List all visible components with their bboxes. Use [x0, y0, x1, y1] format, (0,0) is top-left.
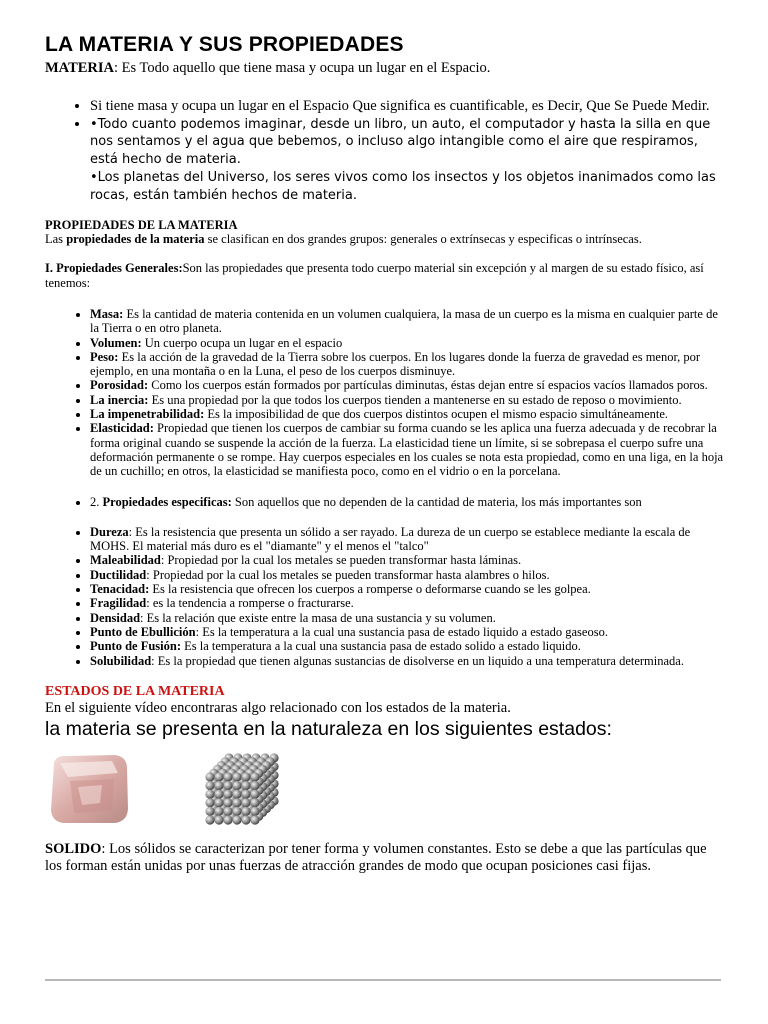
materia-definition-text: : Es Todo aquello que tiene masa y ocupa un lugar en el Espacio.: [114, 60, 491, 76]
list-item: [90, 525, 725, 554]
solido-text: : Los sólidos se caracterizan por tener forma y volumen constantes. Esto se debe a que las partículas que los forman están unidas por unas fuerzas de atracción grandes de modo que ocupan posiciones casi fijas.: [45, 840, 707, 875]
list-item: [90, 582, 725, 596]
particle-sphere: [214, 815, 223, 824]
particle-sphere: [250, 798, 259, 807]
video-text: En el siguiente vídeo encontraras algo relacionado con los estados de la materia.: [45, 699, 511, 716]
item-term: Porosidad:: [90, 378, 149, 393]
particle-sphere: [241, 798, 250, 807]
particle-sphere: [250, 815, 259, 824]
especificas-intro-list: [45, 495, 725, 509]
particle-sphere: [223, 781, 232, 790]
particle-sphere: [232, 798, 241, 807]
item-term: Elasticidad:: [90, 421, 154, 436]
particle-sphere: [241, 807, 250, 816]
item-term: Peso:: [90, 349, 119, 364]
item-desc: Es la imposibilidad de que dos cuerpos distintos ocupen el mismo espacio simultáneamente.: [204, 407, 669, 422]
document-page: [45, 30, 725, 876]
particle-sphere: [241, 772, 250, 781]
item-desc: : Propiedad por la cual los metales se pueden transformar hasta alambres o hilos.: [146, 567, 550, 582]
item-desc: Es una propiedad por la que todos los cuerpos tienden a mantenerse en su estado de reposo o movimiento.: [148, 392, 682, 407]
particle-sphere: [205, 798, 214, 807]
particle-sphere: [223, 807, 232, 816]
generales-label: I. Propiedades Generales:: [45, 261, 183, 275]
particle-sphere: [223, 815, 232, 824]
particle-sphere: [241, 815, 250, 824]
especificas-text: Son aquellos que no dependen de la cantidad de materia, los más importantes son: [231, 494, 642, 509]
particle-sphere: [223, 789, 232, 798]
particle-sphere: [250, 807, 259, 816]
item-desc: Como los cuerpos están formados por partículas diminutas, éstas dejan entre sí espacios vacíos llamados poros.: [148, 378, 708, 393]
particle-sphere: [214, 798, 223, 807]
list-item: [90, 639, 725, 653]
particle-sphere: [214, 789, 223, 798]
particle-sphere: [205, 772, 214, 781]
page-title: LA MATERIA Y SUS PROPIEDADES: [45, 33, 404, 56]
item-desc: : Es la resistencia que presenta un sólido a ser rayado. La dureza de un cuerpo se establece mediante la escala de MOHS. El material más duro es el "diamante" y el menos el "talco": [90, 524, 691, 554]
particle-sphere: [232, 789, 241, 798]
item-term: Maleabilidad: [90, 553, 161, 568]
item-term: Dureza: [90, 524, 129, 539]
item-desc: Propiedad que tienen los cuerpos de cambiar su forma cuando se les aplica una fuerza adecuada y de recobrar la forma original cuando se suspende la acción de la fuerza. La elasticidad tiene un límite, si se sobrepasa el cuerpo sufre una deformación permanente o se rompe. Hay cuerpos especiales en los cuales se nota esta propiedad, como en una liga, en la hoja de un cuchillo; en otros, la elasticidad se manifiesta poco, como en el vidrio o en la porcelana.: [90, 421, 724, 479]
materia-definition: [45, 60, 725, 76]
list-item: [90, 654, 725, 668]
list-item: [90, 625, 725, 639]
particle-sphere: [232, 772, 241, 781]
intro-bullet-text: Si tiene masa y ocupa un lugar en el Espacio Que significa es cuantificable, es Decir, Que Se Puede Medir.: [90, 98, 710, 114]
item-term: Punto de Fusión:: [90, 639, 181, 654]
particle-sphere: [214, 781, 223, 790]
particle-sphere: [214, 807, 223, 816]
list-item: [90, 568, 725, 582]
particle-sphere: [223, 798, 232, 807]
item-desc: : Es la propiedad que tienen algunas sustancias de disolverse en un liquido a una temperatura determinada.: [151, 653, 684, 668]
item-term: Solubilidad: [90, 653, 152, 668]
estados-lead: la materia se presenta en la naturaleza en los siguientes estados:: [45, 717, 612, 740]
item-term: Volumen:: [90, 335, 142, 350]
item-desc: Es la cantidad de materia contenida en un volumen cualquiera, la masa de un cuerpo es la misma en cualquier parte de la Tierra o en otro planeta.: [90, 307, 718, 336]
item-term: Densidad: [90, 610, 141, 625]
item-term: La inercia:: [90, 392, 149, 407]
solido-paragraph: [45, 841, 725, 876]
propiedades-heading: PROPIEDADES DE LA MATERIA: [45, 218, 238, 232]
item-term: La impenetrabilidad:: [90, 407, 205, 422]
particle-sphere: [223, 772, 232, 781]
generales-intro: [45, 261, 725, 291]
item-desc: : Propiedad por la cual los metales se pueden transformar hasta láminas.: [160, 553, 522, 568]
list-item: [90, 421, 725, 478]
item-term: Fragilidad: [90, 596, 147, 611]
item-desc: : es la tendencia a romperse o fracturarse.: [146, 596, 354, 611]
intro-bullet-text: •Todo cuanto podemos imaginar, desde un libro, un auto, el computador y hasta la silla en que nos sentamos y el agua que bebemos, o incluso algo intangible como el aire que respiramos, está hecho de materia.: [90, 116, 711, 167]
item-term: Masa:: [90, 307, 124, 321]
item-desc: Es la resistencia que ofrecen los cuerpos a romperse o deformarse cuando se les golpea.: [149, 582, 591, 597]
list-item: [90, 553, 725, 567]
list-item: [90, 611, 725, 625]
intro-bullet-text: •Los planetas del Universo, los seres vivos como los insectos y los objetos inanimados como las rocas, están también hechos de materia.: [90, 170, 716, 203]
particle-sphere: [250, 772, 259, 781]
especificas-num: 2.: [90, 494, 103, 509]
generales-list: [45, 307, 725, 479]
list-item: [90, 350, 725, 379]
list-item: [90, 378, 725, 392]
intro-bullet-list: [45, 98, 725, 204]
especificas-label: Propiedades especificas:: [102, 494, 232, 509]
list-item: [90, 307, 725, 336]
state-images: [45, 751, 725, 831]
item-desc: : Es la temperatura a la cual una sustancia pasa de estado liquido a estado gaseoso.: [195, 624, 608, 639]
particle-sphere: [250, 789, 259, 798]
particle-sphere: [241, 789, 250, 798]
item-desc: : Es la relación que existe entre la masa de una sustancia y su volumen.: [140, 610, 496, 625]
item-term: Tenacidad:: [90, 582, 150, 597]
item-term: Ductilidad: [90, 567, 147, 582]
particle-sphere: [205, 789, 214, 798]
solido-term: SOLIDO: [45, 840, 102, 857]
especificas-list: [45, 525, 725, 668]
particle-sphere: [205, 781, 214, 790]
particle-sphere: [241, 781, 250, 790]
item-desc: Es la temperatura a la cual una sustancia pasa de estado solido a estado liquido.: [181, 639, 581, 654]
intro-bullet: [90, 116, 725, 169]
intro-bullet: [90, 169, 725, 204]
intro-post: se clasifican en dos grandes grupos: generales o extrínsecas y especificas o intrínsecas.: [204, 232, 642, 246]
especificas-intro: [90, 495, 725, 509]
particle-sphere: [250, 781, 259, 790]
page-divider: [45, 979, 721, 981]
estados-heading: ESTADOS DE LA MATERIA: [45, 683, 225, 699]
generales-text: Son las propiedades que presenta todo cuerpo material sin excepción y al margen de su estado físico, así tenemos:: [45, 261, 704, 290]
particle-cube-image: [200, 751, 290, 831]
ice-cube-image: [48, 753, 130, 825]
intro-pre: Las: [45, 232, 67, 246]
list-item: [90, 407, 725, 421]
particle-sphere: [205, 815, 214, 824]
particle-sphere: [205, 807, 214, 816]
item-term: Punto de Ebullición: [90, 624, 196, 639]
particle-sphere: [232, 781, 241, 790]
item-desc: Un cuerpo ocupa un lugar en el espacio: [141, 335, 343, 350]
item-desc: Es la acción de la gravedad de la Tierra sobre los cuerpos. En los lugares donde la fuerza de gravedad es menor, por ejemplo, en una montaña o en la Luna, el peso de los cuerpos disminuye.: [90, 349, 701, 379]
propiedades-intro: [45, 232, 725, 247]
intro-bullet: [90, 98, 725, 115]
particle-sphere: [214, 772, 223, 781]
list-item: [90, 336, 725, 350]
list-item: [90, 596, 725, 610]
particle-sphere: [232, 807, 241, 816]
list-item: [90, 393, 725, 407]
materia-term: MATERIA: [45, 60, 115, 76]
intro-bold: propiedades de la materia: [66, 232, 205, 246]
particle-sphere: [232, 815, 241, 824]
